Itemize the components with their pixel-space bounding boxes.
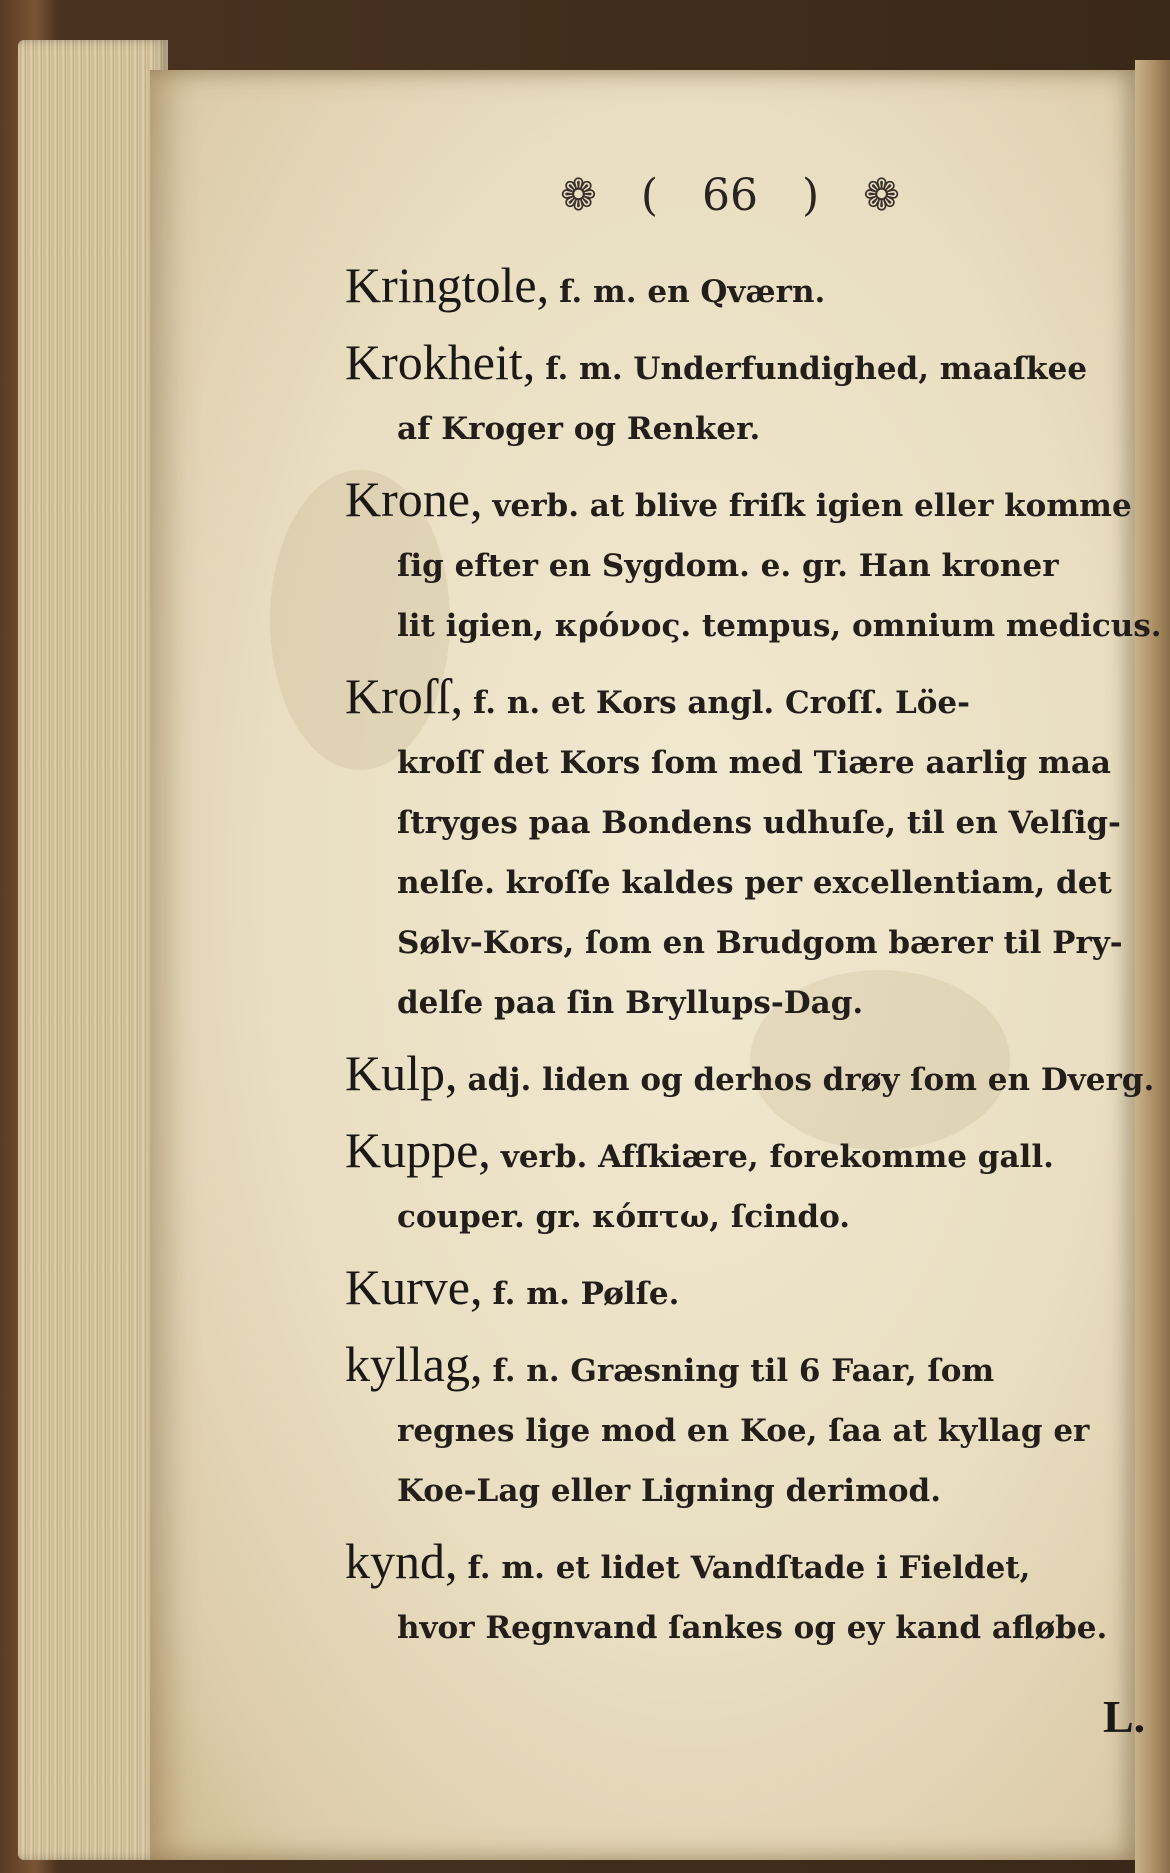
entry-text: f. m. Pølſe. — [492, 1276, 680, 1312]
entry-text: delſe paa ſin Bryllups-Dag. — [397, 985, 864, 1021]
entry-krone — [345, 469, 1162, 656]
entry-text: regnes lige mod en Koe, ſaa at kyllag er — [397, 1413, 1090, 1449]
entry-kuppe — [345, 1120, 1135, 1247]
entry-text: f. m. Underfundighed, maaſkee — [545, 351, 1088, 387]
headword: kyllag, — [345, 1336, 483, 1392]
flower-ornament-icon: ❁ — [560, 169, 597, 221]
entry-text: nelſe. kroſſe kaldes per excellentiam, det — [397, 865, 1112, 901]
headword: kynd, — [345, 1533, 458, 1589]
headword: Kuppe, — [345, 1122, 491, 1178]
entry-text: verb. Afſkiære, forekomme gall. — [500, 1139, 1054, 1175]
entry-kross — [345, 666, 1135, 1033]
entry-text: hvor Regnvand ſankes og ey kand afløbe. — [397, 1610, 1108, 1646]
entry-text: f. n. Græsning til 6 Faar, ſom — [492, 1353, 995, 1389]
entry-text: af Kroger og Renker. — [397, 411, 761, 447]
entry-text: ſtryges paa Bondens udhuſe, til en Velſig- — [397, 805, 1121, 841]
headword: Kulp, — [345, 1045, 458, 1101]
page-edges — [18, 40, 168, 1860]
entry-kynd — [345, 1531, 1135, 1658]
entry-kurve — [345, 1257, 1135, 1324]
entry-text: Sølv-Kors, ſom en Brudgom bærer til Pry- — [397, 925, 1123, 961]
entry-text: verb. at blive friſk igien eller komme — [492, 488, 1132, 524]
entry-kulp — [345, 1043, 1155, 1110]
page-header — [560, 165, 900, 225]
facing-page-edge — [1135, 60, 1170, 1873]
entry-text: adj. liden og derhos drøy ſom en Dverg. — [467, 1062, 1155, 1098]
entry-text: f. m. et lidet Vandſtade i Fieldet, — [467, 1550, 1031, 1586]
headword: Kroſſ, — [345, 668, 464, 724]
headword: Kringtole, — [345, 257, 550, 313]
page-number: 66 — [701, 169, 758, 221]
entry-text: lit igien, κρόνος. tempus, omnium medicus. — [397, 608, 1162, 644]
entry-kyllag — [345, 1334, 1135, 1521]
entry-text: kroſſ det Kors ſom med Tiære aarlig maa — [397, 745, 1111, 781]
paren-close: ) — [801, 169, 820, 221]
entry-krokheit — [345, 332, 1135, 459]
entry-text: ſig efter en Sygdom. e. gr. Han kroner — [397, 548, 1059, 584]
flower-ornament-icon: ❁ — [863, 169, 900, 221]
dictionary-entries — [345, 255, 1162, 1668]
headword: Krokheit, — [345, 334, 536, 390]
entry-text: f. n. et Kors angl. Croſſ. Löe- — [473, 685, 971, 721]
entry-text: f. m. en Qværn. — [559, 274, 826, 310]
paren-open: ( — [640, 169, 659, 221]
headword: Kurve, — [345, 1259, 483, 1315]
headword: Krone, — [345, 471, 483, 527]
signature-mark: L. — [1103, 1691, 1146, 1742]
entry-kringtole — [345, 255, 1135, 322]
entry-text: couper. gr. κόπτω, ſcindo. — [397, 1199, 850, 1235]
entry-text: Koe-Lag eller Ligning derimod. — [397, 1473, 942, 1509]
